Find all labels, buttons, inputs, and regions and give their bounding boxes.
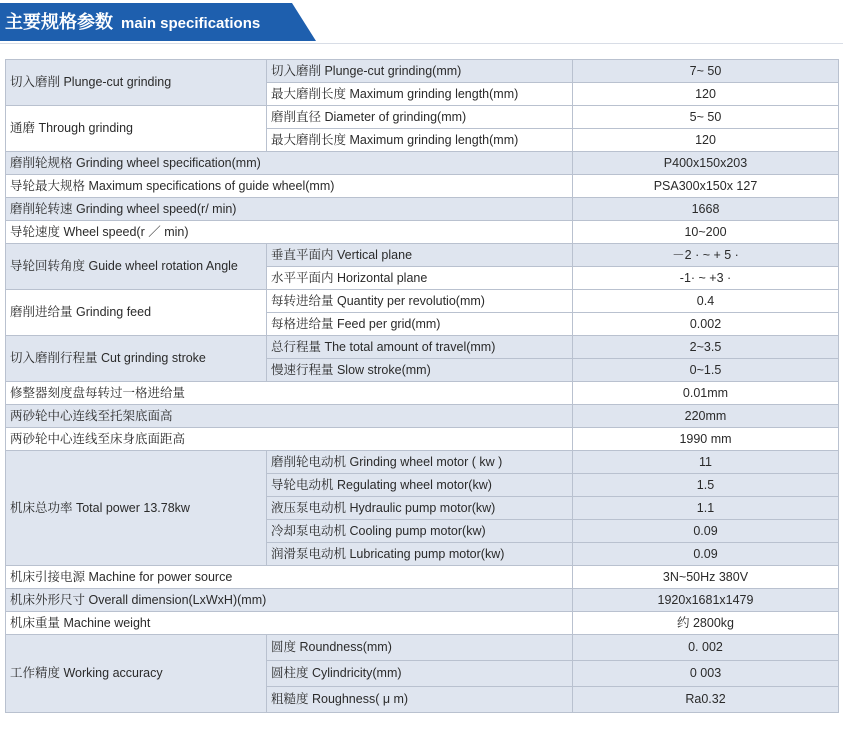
spec-value: 0 003 [573, 661, 839, 687]
table-row [6, 106, 839, 129]
title-en: main specifications [121, 15, 261, 32]
spec-value: 0. 002 [573, 635, 839, 661]
spec-label: 最大磨削长度 Maximum grinding length(mm) [267, 129, 573, 152]
specifications-table [5, 59, 839, 713]
spec-value: PSA300x150x 127 [573, 175, 839, 198]
table-row [6, 290, 839, 313]
group-label: 磨削进给量 Grinding feed [6, 290, 267, 336]
spec-label: 磨削轮规格 Grinding wheel specification(mm) [6, 152, 573, 175]
spec-label: 每转进给量 Quantity per revolutio(mm) [267, 290, 573, 313]
spec-label: 导轮最大规格 Maximum specifications of guide wheel(mm) [6, 175, 573, 198]
spec-label: 两砂轮中心连线至托架底面高 [6, 405, 573, 428]
spec-value: 1.5 [573, 474, 839, 497]
header-banner [0, 3, 316, 41]
spec-value: －2 · ~ + 5 · [573, 244, 839, 267]
spec-label: 机床外形尺寸 Overall dimension(LxWxH)(mm) [6, 589, 573, 612]
spec-value: 1668 [573, 198, 839, 221]
spec-value: 0.09 [573, 543, 839, 566]
spec-label: 机床引接电源 Machine for power source [6, 566, 573, 589]
table-row [6, 566, 839, 589]
table-row [6, 221, 839, 244]
spec-label: 导轮电动机 Regulating wheel motor(kw) [267, 474, 573, 497]
spec-value: 1920x1681x1479 [573, 589, 839, 612]
spec-label: 最大磨削长度 Maximum grinding length(mm) [267, 83, 573, 106]
table-row [6, 382, 839, 405]
spec-value: P400x150x203 [573, 152, 839, 175]
spec-label: 粗糙度 Roughness( μ m) [267, 687, 573, 713]
group-label: 机床总功率 Total power 13.78kw [6, 451, 267, 566]
spec-value: 0.002 [573, 313, 839, 336]
table-row [6, 589, 839, 612]
table-row [6, 405, 839, 428]
spec-value: 120 [573, 83, 839, 106]
table-row [6, 198, 839, 221]
spec-label: 圆柱度 Cylindricity(mm) [267, 661, 573, 687]
spec-label: 液压泵电动机 Hydraulic pump motor(kw) [267, 497, 573, 520]
table-row [6, 451, 839, 474]
spec-label: 每格进给量 Feed per grid(mm) [267, 313, 573, 336]
spec-label: 机床重量 Machine weight [6, 612, 573, 635]
table-row [6, 152, 839, 175]
spec-value: 约 2800kg [573, 612, 839, 635]
spec-label: 两砂轮中心连线至床身底面距高 [6, 428, 573, 451]
table-row [6, 612, 839, 635]
spec-value: 1990 mm [573, 428, 839, 451]
spec-value: 10~200 [573, 221, 839, 244]
spec-label: 磨削轮电动机 Grinding wheel motor ( kw ) [267, 451, 573, 474]
spec-value: 1.1 [573, 497, 839, 520]
table-row [6, 635, 839, 661]
group-label: 导轮回转角度 Guide wheel rotation Angle [6, 244, 267, 290]
spec-value: 3N~50Hz 380V [573, 566, 839, 589]
spec-value: 120 [573, 129, 839, 152]
spec-label: 导轮速度 Wheel speed(r ／ min) [6, 221, 573, 244]
spec-label: 切入磨削 Plunge-cut grinding(mm) [267, 60, 573, 83]
spec-value: 220mm [573, 405, 839, 428]
spec-label: 磨削直径 Diameter of grinding(mm) [267, 106, 573, 129]
spec-value: 0~1.5 [573, 359, 839, 382]
spec-label: 水平平面内 Horizontal plane [267, 267, 573, 290]
spec-label: 修整器刻度盘每转过一格进给量 [6, 382, 573, 405]
header-divider [0, 43, 843, 44]
group-label: 工作精度 Working accuracy [6, 635, 267, 713]
group-label: 切入磨削行程量 Cut grinding stroke [6, 336, 267, 382]
spec-value: 0.01mm [573, 382, 839, 405]
group-label: 通磨 Through grinding [6, 106, 267, 152]
spec-value: 7~ 50 [573, 60, 839, 83]
spec-value: 5~ 50 [573, 106, 839, 129]
spec-label: 冷却泵电动机 Cooling pump motor(kw) [267, 520, 573, 543]
spec-label: 慢速行程量 Slow stroke(mm) [267, 359, 573, 382]
spec-value: 0.4 [573, 290, 839, 313]
table-row [6, 175, 839, 198]
spec-value: 2~3.5 [573, 336, 839, 359]
spec-value: Ra0.32 [573, 687, 839, 713]
table-row [6, 336, 839, 359]
spec-label: 垂直平面内 Vertical plane [267, 244, 573, 267]
spec-value: -1· ~ +3 · [573, 267, 839, 290]
title-cn: 主要规格参数 [5, 12, 113, 32]
table-row [6, 428, 839, 451]
spec-label: 磨削轮转速 Grinding wheel speed(r/ min) [6, 198, 573, 221]
spec-label: 圆度 Roundness(mm) [267, 635, 573, 661]
group-label: 切入磨削 Plunge-cut grinding [6, 60, 267, 106]
spec-label: 润滑泵电动机 Lubricating pump motor(kw) [267, 543, 573, 566]
page-title [5, 11, 260, 35]
table-row [6, 60, 839, 83]
spec-label: 总行程量 The total amount of travel(mm) [267, 336, 573, 359]
table-row [6, 244, 839, 267]
spec-value: 11 [573, 451, 839, 474]
spec-value: 0.09 [573, 520, 839, 543]
